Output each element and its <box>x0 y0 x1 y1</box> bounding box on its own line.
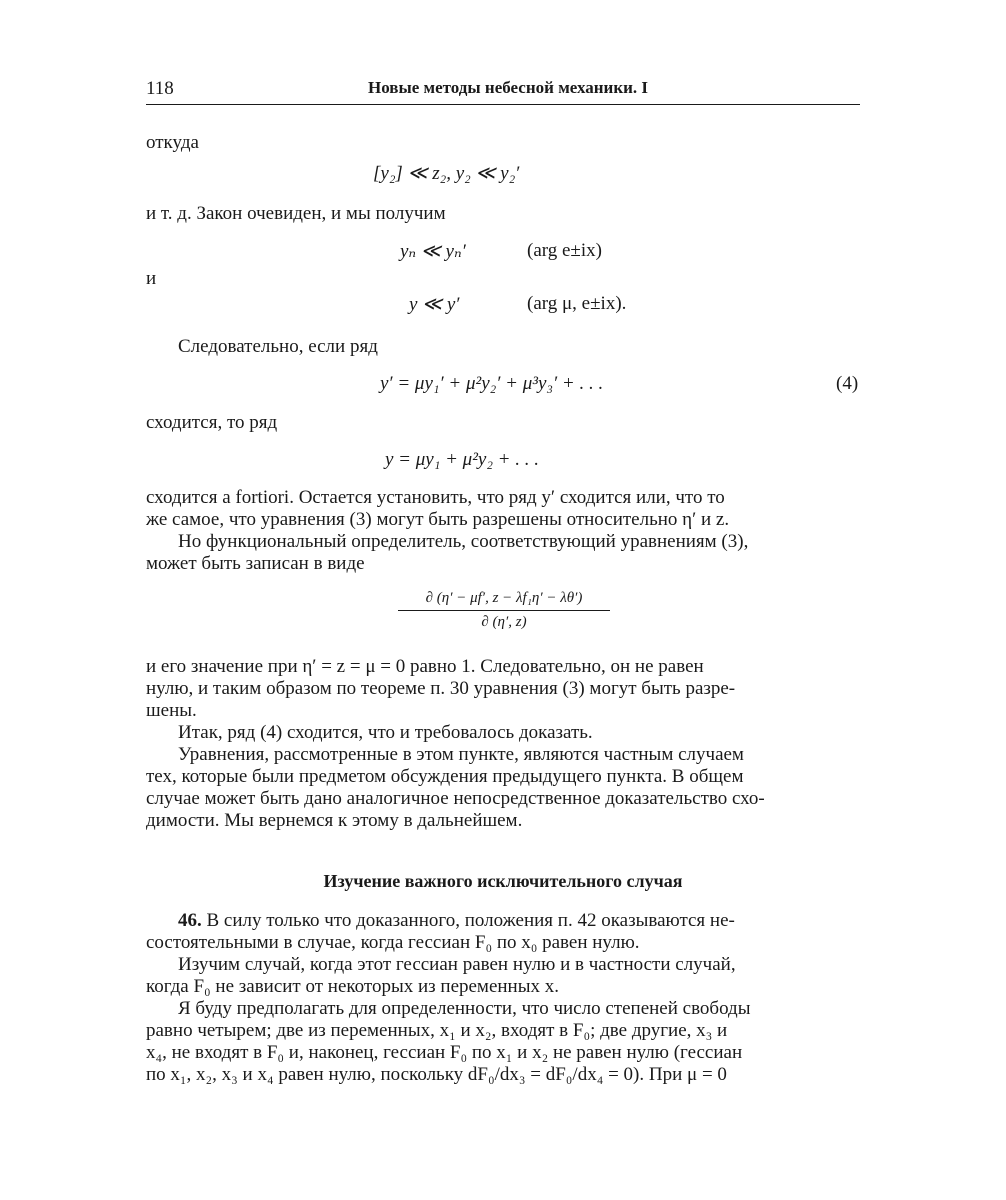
text-consequently: Следовательно, если ряд <box>178 336 378 357</box>
paragraph-line: Изучим случай, когда этот гессиан равен нулю и в частности случай, <box>178 954 736 975</box>
formula-2-note: (arg e±ix) <box>527 240 602 261</box>
text-converges: сходится, то ряд <box>146 412 278 433</box>
paragraph-line: Итак, ряд (4) сходится, что и требовалось доказать. <box>178 722 593 743</box>
running-title: Новые методы небесной механики. I <box>368 78 649 97</box>
paragraph-line: же самое, что уравнения (3) могут быть разрешены относительно η′ и z. <box>146 509 730 530</box>
text-whence: откуда <box>146 132 199 153</box>
paragraph-line: шены. <box>146 700 197 721</box>
paragraph-line: димости. Мы вернемся к этому в дальнейшем. <box>146 810 523 831</box>
paragraph-line: Я буду предполагать для определенности, что число степеней свободы <box>178 998 751 1019</box>
equation-number: (4) <box>836 373 859 394</box>
paragraph-line: случае может быть дано аналогичное непосредственное доказательство схо- <box>146 788 765 809</box>
formula-1: [y₂] ≪ z₂, y₂ ≪ y₂′ <box>373 163 520 184</box>
section-number: 46. <box>178 910 202 931</box>
page-number: 118 <box>146 78 174 99</box>
formula-3-note: (arg μ, e±ix). <box>527 293 627 314</box>
paragraph-line: состоятельными в случае, когда гессиан F₀ по x₀ равен нулю. <box>146 932 640 953</box>
jacobian-numerator: ∂ (η′ − μf′, z − λf₁η′ − λθ′) <box>398 590 610 611</box>
paragraph-line: тех, которые были предметом обсуждения предыдущего пункта. В общем <box>146 766 744 787</box>
paragraph-line: Уравнения, рассмотренные в этом пункте, являются частным случаем <box>178 744 744 765</box>
text-law: и т. д. Закон очевиден, и мы получим <box>146 203 446 224</box>
formula-2: yₙ ≪ yₙ′ <box>400 241 466 262</box>
formula-4: y′ = μy₁′ + μ²y₂′ + μ³y₃′ + . . . <box>380 373 604 394</box>
jacobian-denominator: ∂ (η′, z) <box>481 614 527 630</box>
paragraph-line <box>178 910 860 933</box>
paragraph-line: и его значение при η′ = z = μ = 0 равно 1. Следовательно, он не равен <box>146 656 704 677</box>
paragraph-line: может быть записан в виде <box>146 553 365 574</box>
formula-5: y = μy₁ + μ²y₂ + . . . <box>385 449 539 470</box>
paragraph-line: по x₁, x₂, x₃ и x₄ равен нулю, поскольку dF₀/dx₃ = dF₀/dx₄ = 0). При μ = 0 <box>146 1064 727 1085</box>
paragraph-line: нулю, и таким образом по теореме п. 30 уравнения (3) могут быть разре- <box>146 678 736 699</box>
section-heading: Изучение важного исключительного случая <box>323 871 683 891</box>
jacobian-fraction <box>398 590 610 631</box>
paragraph-line: равно четырем; две из переменных, x₁ и x₂, входят в F₀; две другие, x₃ и <box>146 1020 728 1041</box>
paragraph-line: когда F₀ не зависит от некоторых из переменных x. <box>146 976 559 997</box>
paragraph-line: сходится a fortiori. Остается установить, что ряд y′ сходится или, что то <box>146 487 725 508</box>
paragraph-line: x₄, не входят в F₀ и, наконец, гессиан F₀ по x₁ и x₂ не равен нулю (гессиан <box>146 1042 743 1063</box>
formula-3: y ≪ y′ <box>409 294 460 315</box>
paragraph-line: Но функциональный определитель, соответствующий уравнениям (3), <box>178 531 749 552</box>
paragraph-text: В силу только что доказанного, положения п. 42 оказываются не- <box>201 910 735 931</box>
text-and: и <box>146 268 157 289</box>
page-header <box>146 78 860 105</box>
